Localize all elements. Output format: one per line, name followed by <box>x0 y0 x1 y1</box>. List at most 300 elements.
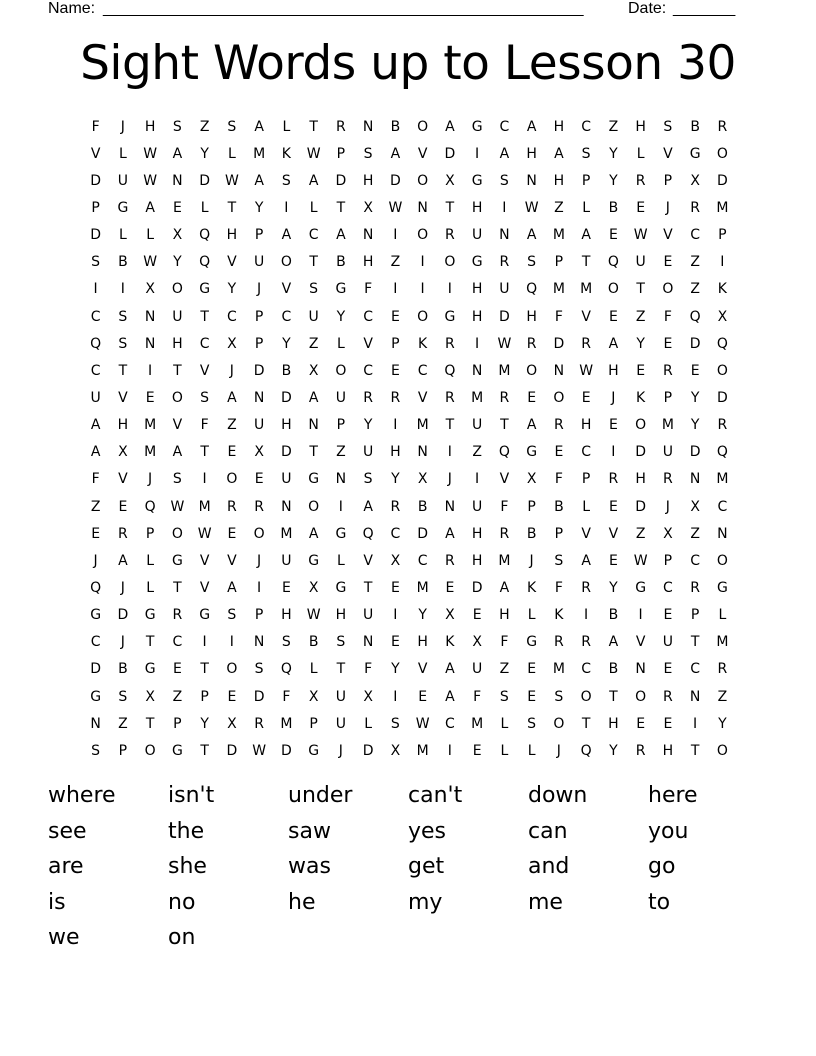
grid-letter[interactable]: R <box>336 118 346 135</box>
grid-letter[interactable]: G <box>689 145 701 162</box>
grid-letter[interactable]: J <box>257 552 262 569</box>
grid-letter[interactable]: A <box>445 118 455 135</box>
grid-letter[interactable]: N <box>526 172 537 189</box>
grid-letter[interactable]: Q <box>716 444 728 461</box>
grid-letter[interactable]: W <box>633 552 648 569</box>
grid-letter[interactable]: M <box>716 471 729 488</box>
grid-letter[interactable]: O <box>635 688 647 705</box>
grid-letter[interactable]: W <box>524 199 539 216</box>
grid-letter[interactable]: L <box>200 199 209 216</box>
grid-letter[interactable]: A <box>227 579 237 596</box>
grid-letter[interactable]: T <box>336 199 346 216</box>
grid-letter[interactable]: D <box>280 389 292 406</box>
grid-letter[interactable]: C <box>90 634 101 651</box>
grid-letter[interactable]: G <box>335 281 347 298</box>
grid-letter[interactable]: G <box>308 471 320 488</box>
grid-letter[interactable]: X <box>227 335 237 352</box>
grid-letter[interactable]: A <box>445 525 455 542</box>
grid-letter[interactable]: N <box>689 688 701 705</box>
grid-letter[interactable]: L <box>527 607 536 624</box>
grid-letter[interactable]: L <box>582 498 591 515</box>
grid-letter[interactable]: R <box>499 254 510 271</box>
grid-letter[interactable]: C <box>417 552 428 569</box>
grid-letter[interactable]: J <box>338 742 343 759</box>
grid-letter[interactable]: A <box>281 227 292 244</box>
grid-letter[interactable]: B <box>608 199 619 216</box>
grid-letter[interactable]: U <box>90 389 101 406</box>
grid-letter[interactable]: R <box>690 579 700 596</box>
grid-letter[interactable]: N <box>444 498 456 515</box>
grid-letter[interactable]: P <box>91 199 100 216</box>
grid-letter[interactable]: U <box>363 444 374 461</box>
grid-letter[interactable]: U <box>335 389 346 406</box>
grid-letter[interactable]: Q <box>526 281 538 298</box>
grid-letter[interactable]: C <box>199 335 210 352</box>
grid-letter[interactable]: L <box>146 227 155 244</box>
grid-letter[interactable]: O <box>662 281 674 298</box>
grid-letter[interactable]: N <box>335 471 347 488</box>
grid-letter[interactable]: Y <box>609 742 618 759</box>
grid-letter[interactable]: D <box>716 172 728 189</box>
grid-letter[interactable]: I <box>420 254 425 271</box>
grid-letter[interactable]: C <box>581 661 592 678</box>
grid-letter[interactable]: X <box>118 444 128 461</box>
grid-letter[interactable]: Z <box>690 254 700 271</box>
grid-letter[interactable]: N <box>90 715 101 732</box>
grid-letter[interactable]: T <box>145 715 155 732</box>
grid-letter[interactable]: U <box>254 417 265 434</box>
grid-letter[interactable]: K <box>717 281 727 298</box>
grid-letter[interactable]: M <box>144 417 157 434</box>
grid-letter[interactable]: S <box>227 607 237 624</box>
grid-letter[interactable]: E <box>663 661 673 678</box>
grid-letter[interactable]: Y <box>391 471 400 488</box>
grid-letter[interactable]: O <box>417 227 429 244</box>
grid-letter[interactable]: B <box>281 362 292 379</box>
grid-letter[interactable]: X <box>227 715 237 732</box>
grid-letter[interactable]: X <box>145 281 155 298</box>
grid-letter[interactable]: Y <box>282 335 291 352</box>
grid-letter[interactable]: V <box>363 335 373 352</box>
grid-letter[interactable]: D <box>362 742 374 759</box>
grid-letter[interactable]: Y <box>609 579 618 596</box>
grid-letter[interactable]: U <box>363 607 374 624</box>
grid-letter[interactable]: K <box>527 579 537 596</box>
grid-letter[interactable]: V <box>499 471 510 488</box>
grid-letter[interactable]: Y <box>200 145 209 162</box>
grid-letter[interactable]: L <box>500 742 509 759</box>
grid-letter[interactable]: I <box>393 688 398 705</box>
grid-letter[interactable]: T <box>336 661 346 678</box>
grid-letter[interactable]: O <box>716 145 728 162</box>
grid-letter[interactable]: T <box>636 281 645 298</box>
grid-letter[interactable]: V <box>608 525 619 542</box>
grid-letter[interactable]: V <box>227 552 237 569</box>
grid-letter[interactable]: U <box>472 661 483 678</box>
grid-letter[interactable]: O <box>635 417 647 434</box>
grid-letter[interactable]: Z <box>717 688 728 705</box>
grid-letter[interactable]: D <box>689 444 701 461</box>
grid-letter[interactable]: N <box>172 172 183 189</box>
grid-letter[interactable]: Z <box>635 308 646 325</box>
name-field[interactable]: ______________________________________________________ <box>103 0 584 17</box>
grid-letter[interactable]: W <box>170 498 185 515</box>
grid-letter[interactable]: D <box>444 145 456 162</box>
grid-letter[interactable]: X <box>472 634 482 651</box>
grid-letter[interactable]: C <box>172 634 183 651</box>
grid-letter[interactable]: I <box>693 715 698 732</box>
grid-letter[interactable]: O <box>171 389 183 406</box>
grid-letter[interactable]: S <box>663 118 673 135</box>
grid-letter[interactable]: A <box>145 199 155 216</box>
grid-letter[interactable]: Q <box>90 335 102 352</box>
grid-letter[interactable]: O <box>226 471 238 488</box>
grid-letter[interactable]: E <box>690 362 700 379</box>
grid-letter[interactable]: R <box>526 335 537 352</box>
grid-letter[interactable]: E <box>418 688 428 705</box>
grid-letter[interactable]: P <box>145 525 155 542</box>
grid-letter[interactable]: V <box>118 471 128 488</box>
grid-letter[interactable]: F <box>554 471 563 488</box>
grid-letter[interactable]: L <box>118 145 127 162</box>
grid-letter[interactable]: E <box>91 525 101 542</box>
grid-letter[interactable]: P <box>336 145 346 162</box>
grid-letter[interactable]: H <box>553 172 565 189</box>
grid-letter[interactable]: Q <box>716 335 728 352</box>
grid-letter[interactable]: N <box>308 417 319 434</box>
grid-letter[interactable]: Y <box>418 607 427 624</box>
grid-letter[interactable]: Z <box>690 525 700 542</box>
grid-letter[interactable]: Z <box>390 254 401 271</box>
grid-letter[interactable]: G <box>335 525 347 542</box>
grid-letter[interactable]: J <box>257 281 262 298</box>
grid-letter[interactable]: C <box>363 308 374 325</box>
grid-letter[interactable]: D <box>90 172 102 189</box>
grid-letter[interactable]: G <box>526 444 538 461</box>
grid-letter[interactable]: R <box>554 417 564 434</box>
grid-letter[interactable]: E <box>663 254 673 271</box>
grid-letter[interactable]: O <box>526 362 538 379</box>
grid-letter[interactable]: L <box>146 552 155 569</box>
grid-letter[interactable]: A <box>526 118 537 135</box>
grid-letter[interactable]: T <box>445 199 455 216</box>
grid-letter[interactable]: M <box>580 281 593 298</box>
grid-letter[interactable]: D <box>498 308 510 325</box>
grid-letter[interactable]: E <box>390 634 400 651</box>
grid-letter[interactable]: G <box>471 172 483 189</box>
grid-letter[interactable]: N <box>281 498 292 515</box>
grid-letter[interactable]: G <box>171 552 183 569</box>
grid-letter[interactable]: T <box>173 579 182 596</box>
grid-letter[interactable]: H <box>662 742 674 759</box>
grid-letter[interactable]: M <box>716 199 729 216</box>
grid-letter[interactable]: S <box>363 471 373 488</box>
grid-letter[interactable]: L <box>636 145 645 162</box>
grid-letter[interactable]: E <box>390 579 400 596</box>
grid-letter[interactable]: A <box>499 145 510 162</box>
grid-letter[interactable]: L <box>146 579 155 596</box>
grid-letter[interactable]: R <box>254 498 264 515</box>
grid-letter[interactable]: P <box>581 471 591 488</box>
grid-letter[interactable]: I <box>447 742 452 759</box>
grid-letter[interactable]: R <box>690 199 700 216</box>
grid-letter[interactable]: G <box>117 199 129 216</box>
grid-letter[interactable]: H <box>172 335 183 352</box>
grid-letter[interactable]: D <box>716 389 728 406</box>
grid-letter[interactable]: U <box>662 444 673 461</box>
grid-letter[interactable]: N <box>689 471 701 488</box>
grid-letter[interactable]: V <box>227 254 237 271</box>
grid-letter[interactable]: C <box>363 362 374 379</box>
grid-letter[interactable]: I <box>393 417 398 434</box>
grid-letter[interactable]: U <box>281 471 292 488</box>
grid-letter[interactable]: D <box>689 335 701 352</box>
grid-letter[interactable]: S <box>499 172 509 189</box>
grid-letter[interactable]: H <box>226 227 238 244</box>
grid-letter[interactable]: J <box>447 471 452 488</box>
grid-letter[interactable]: Q <box>689 308 701 325</box>
grid-letter[interactable]: G <box>171 742 183 759</box>
grid-letter[interactable]: U <box>635 254 646 271</box>
grid-letter[interactable]: F <box>364 281 373 298</box>
grid-letter[interactable]: B <box>608 607 619 624</box>
grid-letter[interactable]: X <box>363 688 373 705</box>
grid-letter[interactable]: I <box>638 607 643 624</box>
grid-letter[interactable]: A <box>227 389 237 406</box>
grid-letter[interactable]: P <box>663 552 673 569</box>
grid-letter[interactable]: M <box>498 552 511 569</box>
grid-letter[interactable]: N <box>362 227 374 244</box>
grid-letter[interactable]: F <box>500 634 509 651</box>
grid-letter[interactable]: Z <box>308 335 319 352</box>
grid-letter[interactable]: L <box>282 118 291 135</box>
grid-letter[interactable]: H <box>471 552 483 569</box>
grid-letter[interactable]: E <box>390 308 400 325</box>
grid-letter[interactable]: D <box>253 362 265 379</box>
grid-letter[interactable]: E <box>145 389 155 406</box>
grid-letter[interactable]: E <box>281 579 291 596</box>
grid-letter[interactable]: S <box>281 172 291 189</box>
grid-letter[interactable]: J <box>120 579 125 596</box>
grid-letter[interactable]: R <box>499 525 510 542</box>
grid-letter[interactable]: S <box>118 308 128 325</box>
grid-letter[interactable]: R <box>363 389 373 406</box>
grid-letter[interactable]: C <box>499 118 510 135</box>
grid-letter[interactable]: C <box>662 579 673 596</box>
grid-letter[interactable]: F <box>554 308 563 325</box>
grid-letter[interactable]: H <box>281 417 292 434</box>
grid-letter[interactable]: A <box>554 145 564 162</box>
grid-letter[interactable]: Q <box>444 362 456 379</box>
grid-letter[interactable]: E <box>608 417 618 434</box>
grid-letter[interactable]: O <box>144 742 156 759</box>
grid-letter[interactable]: M <box>552 281 565 298</box>
grid-letter[interactable]: Q <box>90 579 102 596</box>
grid-letter[interactable]: T <box>581 254 591 271</box>
grid-letter[interactable]: E <box>472 742 482 759</box>
grid-letter[interactable]: M <box>661 417 674 434</box>
grid-letter[interactable]: A <box>308 525 319 542</box>
grid-letter[interactable]: B <box>526 525 537 542</box>
grid-letter[interactable]: S <box>309 281 319 298</box>
grid-letter[interactable]: W <box>224 172 239 189</box>
grid-letter[interactable]: A <box>608 634 619 651</box>
grid-letter[interactable]: W <box>633 227 648 244</box>
grid-letter[interactable]: Y <box>254 199 264 216</box>
grid-letter[interactable]: S <box>91 254 101 271</box>
grid-letter[interactable]: A <box>499 579 510 596</box>
grid-letter[interactable]: N <box>362 118 374 135</box>
grid-letter[interactable]: L <box>364 715 373 732</box>
grid-letter[interactable]: F <box>554 579 563 596</box>
grid-letter[interactable]: E <box>608 552 618 569</box>
grid-letter[interactable]: L <box>582 199 591 216</box>
grid-letter[interactable]: C <box>90 308 101 325</box>
grid-letter[interactable]: A <box>90 417 101 434</box>
grid-letter[interactable]: G <box>471 118 483 135</box>
grid-letter[interactable]: R <box>445 552 455 569</box>
grid-letter[interactable]: K <box>554 607 564 624</box>
grid-letter[interactable]: A <box>308 389 319 406</box>
grid-letter[interactable]: J <box>556 742 561 759</box>
grid-letter[interactable]: O <box>417 172 429 189</box>
grid-letter[interactable]: S <box>172 471 182 488</box>
grid-letter[interactable]: O <box>716 362 728 379</box>
grid-letter[interactable]: P <box>254 607 264 624</box>
grid-letter[interactable]: T <box>200 308 209 325</box>
grid-letter[interactable]: H <box>417 634 428 651</box>
grid-letter[interactable]: H <box>390 444 401 461</box>
grid-letter[interactable]: I <box>393 607 398 624</box>
grid-letter[interactable]: X <box>690 498 700 515</box>
grid-letter[interactable]: E <box>527 389 537 406</box>
grid-letter[interactable]: A <box>526 417 537 434</box>
grid-letter[interactable]: Y <box>609 172 618 189</box>
grid-letter[interactable]: F <box>473 688 482 705</box>
grid-letter[interactable]: H <box>362 172 374 189</box>
grid-letter[interactable]: Y <box>363 417 373 434</box>
grid-letter[interactable]: I <box>202 471 207 488</box>
grid-letter[interactable]: M <box>144 444 157 461</box>
grid-letter[interactable]: R <box>172 607 183 624</box>
grid-letter[interactable]: U <box>281 552 292 569</box>
grid-letter[interactable]: P <box>554 254 564 271</box>
grid-letter[interactable]: T <box>309 254 318 271</box>
grid-letter[interactable]: U <box>117 172 128 189</box>
grid-letter[interactable]: G <box>199 281 211 298</box>
grid-letter[interactable]: O <box>553 389 565 406</box>
grid-letter[interactable]: V <box>417 145 428 162</box>
grid-letter[interactable]: I <box>393 281 398 298</box>
grid-letter[interactable]: J <box>665 498 670 515</box>
grid-letter[interactable]: B <box>608 661 619 678</box>
grid-letter[interactable]: E <box>636 715 646 732</box>
grid-letter[interactable]: Z <box>554 199 564 216</box>
grid-letter[interactable]: A <box>172 444 183 461</box>
grid-letter[interactable]: W <box>143 254 158 271</box>
grid-letter[interactable]: T <box>690 742 700 759</box>
grid-letter[interactable]: V <box>281 281 292 298</box>
grid-letter[interactable]: F <box>500 498 509 515</box>
grid-letter[interactable]: A <box>581 227 591 244</box>
grid-letter[interactable]: E <box>663 335 673 352</box>
grid-letter[interactable]: T <box>145 634 155 651</box>
grid-letter[interactable]: O <box>580 688 592 705</box>
grid-letter[interactable]: R <box>554 634 564 651</box>
grid-letter[interactable]: S <box>554 552 564 569</box>
grid-letter[interactable]: M <box>471 389 484 406</box>
grid-letter[interactable]: O <box>417 308 429 325</box>
grid-letter[interactable]: E <box>227 444 237 461</box>
grid-letter[interactable]: S <box>527 254 537 271</box>
date-field[interactable]: _______ <box>673 0 736 17</box>
grid-letter[interactable]: L <box>336 552 345 569</box>
grid-letter[interactable]: M <box>552 661 565 678</box>
grid-letter[interactable]: Y <box>227 281 237 298</box>
grid-letter[interactable]: V <box>663 227 673 244</box>
grid-letter[interactable]: H <box>281 607 292 624</box>
grid-letter[interactable]: G <box>90 688 102 705</box>
grid-letter[interactable]: X <box>526 471 537 488</box>
grid-letter[interactable]: D <box>553 335 565 352</box>
grid-letter[interactable]: H <box>144 118 156 135</box>
grid-letter[interactable]: I <box>584 607 589 624</box>
grid-letter[interactable]: U <box>472 417 483 434</box>
grid-letter[interactable]: N <box>553 362 565 379</box>
grid-letter[interactable]: R <box>445 335 455 352</box>
grid-letter[interactable]: L <box>336 335 345 352</box>
grid-letter[interactable]: Y <box>636 335 645 352</box>
grid-letter[interactable]: T <box>609 688 618 705</box>
grid-letter[interactable]: S <box>336 634 346 651</box>
grid-letter[interactable]: V <box>199 362 210 379</box>
grid-letter[interactable]: H <box>635 471 646 488</box>
grid-letter[interactable]: M <box>416 742 429 759</box>
grid-letter[interactable]: P <box>309 715 318 732</box>
grid-letter[interactable]: X <box>308 579 319 596</box>
grid-letter[interactable]: R <box>390 389 401 406</box>
grid-letter[interactable]: Z <box>172 688 183 705</box>
grid-letter[interactable]: A <box>445 688 455 705</box>
grid-letter[interactable]: H <box>362 254 374 271</box>
grid-letter[interactable]: I <box>611 444 616 461</box>
grid-letter[interactable]: E <box>527 688 537 705</box>
grid-letter[interactable]: A <box>608 335 619 352</box>
grid-letter[interactable]: N <box>717 525 728 542</box>
grid-letter[interactable]: L <box>718 607 727 624</box>
grid-letter[interactable]: Y <box>336 308 346 325</box>
grid-letter[interactable]: S <box>200 389 210 406</box>
grid-letter[interactable]: A <box>390 145 401 162</box>
grid-letter[interactable]: P <box>173 715 182 732</box>
grid-letter[interactable]: A <box>254 118 264 135</box>
grid-letter[interactable]: E <box>172 661 182 678</box>
grid-letter[interactable]: M <box>498 362 511 379</box>
grid-letter[interactable]: R <box>717 118 728 135</box>
grid-letter[interactable]: O <box>607 281 619 298</box>
grid-letter[interactable]: P <box>254 335 264 352</box>
grid-letter[interactable]: I <box>475 145 480 162</box>
grid-letter[interactable]: D <box>253 688 265 705</box>
grid-letter[interactable]: V <box>118 389 128 406</box>
grid-letter[interactable]: U <box>172 308 183 325</box>
grid-letter[interactable]: A <box>254 172 264 189</box>
grid-letter[interactable]: Z <box>499 661 510 678</box>
grid-letter[interactable]: X <box>308 688 319 705</box>
grid-letter[interactable]: D <box>335 172 347 189</box>
grid-letter[interactable]: F <box>364 661 373 678</box>
grid-letter[interactable]: U <box>335 715 346 732</box>
